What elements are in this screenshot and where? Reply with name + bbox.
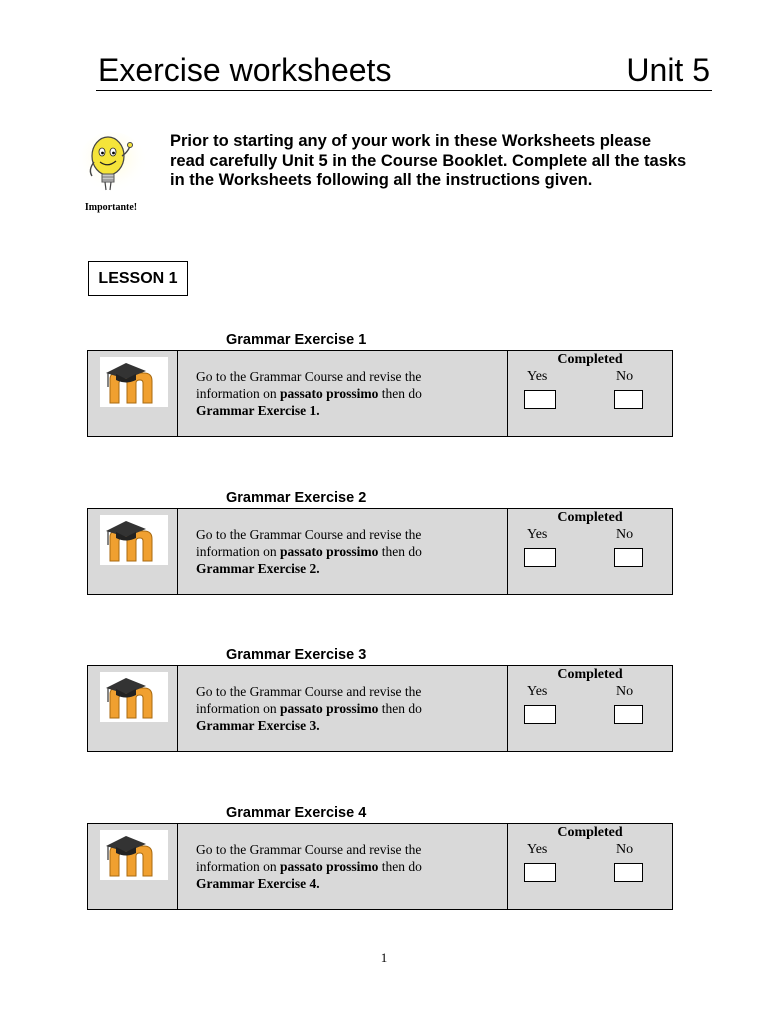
instruction-line [196,543,507,560]
notice-caption: Importante! [84,202,138,213]
moodle-logo-icon [88,351,178,436]
yes-checkbox[interactable] [524,863,556,882]
completed-panel [508,509,672,594]
no-checkbox[interactable] [614,390,643,409]
instruction-text: information on [196,386,280,401]
instruction-topic: passato prossimo [280,701,379,716]
exercise-reference: Grammar Exercise 4. [196,876,320,891]
instruction-topic: passato prossimo [280,859,379,874]
yes-label: Yes [527,369,548,384]
instruction-text: then do [378,386,422,401]
notice-text: Prior to starting any of your work in these Worksheets please read carefully Unit 5 in the Course Booklet. Complete all the tasks in the Worksheets following all the instructions given. [170,132,687,189]
instruction-text: then do [378,859,422,874]
no-label: No [616,684,634,699]
moodle-logo-icon [88,509,178,594]
completed-label: Completed [557,825,623,840]
instruction-line: Go to the Grammar Course and revise the [196,527,422,542]
exercise-title: Grammar Exercise 2 [226,490,367,506]
yes-label: Yes [527,684,548,699]
completed-panel [508,666,672,751]
yes-label: Yes [527,527,548,542]
no-checkbox[interactable] [614,548,643,567]
completed-panel [508,824,672,909]
exercise-title: Grammar Exercise 1 [226,332,367,348]
lesson-label: LESSON 1 [88,261,188,296]
instruction-line [196,385,507,402]
moodle-logo-icon [88,666,178,751]
instruction-text: information on [196,544,280,559]
yes-label: Yes [527,842,548,857]
page-title: Exercise worksheets [98,52,392,88]
yes-checkbox[interactable] [524,390,556,409]
no-label: No [616,527,634,542]
exercise-box [87,350,673,437]
exercise-box [87,823,673,910]
page-number: 1 [380,950,388,965]
instruction-text: then do [378,701,422,716]
exercise-reference: Grammar Exercise 3. [196,718,320,733]
no-label: No [616,842,634,857]
instruction-text: information on [196,701,280,716]
completed-label: Completed [557,510,623,525]
unit-label: Unit 5 [626,52,710,88]
worksheet-header [96,48,712,91]
instruction-line: Go to the Grammar Course and revise the [196,842,422,857]
exercise-title: Grammar Exercise 4 [226,805,367,821]
exercise-instructions [178,666,508,751]
no-checkbox[interactable] [614,863,643,882]
exercise-reference: Grammar Exercise 1. [196,403,320,418]
completed-label: Completed [557,667,623,682]
no-checkbox[interactable] [614,705,643,724]
instruction-topic: passato prossimo [280,386,379,401]
exercise-box [87,508,673,595]
exercise-title: Grammar Exercise 3 [226,647,367,663]
instruction-line [196,858,507,875]
exercise-reference: Grammar Exercise 2. [196,561,320,576]
exercise-instructions [178,351,508,436]
completed-label: Completed [557,352,623,367]
exercise-instructions [178,509,508,594]
yes-checkbox[interactable] [524,705,556,724]
exercise-box [87,665,673,752]
instruction-text: then do [378,544,422,559]
instruction-line [196,700,507,717]
instruction-line: Go to the Grammar Course and revise the [196,684,422,699]
yes-checkbox[interactable] [524,548,556,567]
instruction-line: Go to the Grammar Course and revise the [196,369,422,384]
no-label: No [616,369,634,384]
moodle-logo-icon [88,824,178,909]
completed-panel [508,351,672,436]
instruction-topic: passato prossimo [280,544,379,559]
instruction-text: information on [196,859,280,874]
exercise-instructions [178,824,508,909]
